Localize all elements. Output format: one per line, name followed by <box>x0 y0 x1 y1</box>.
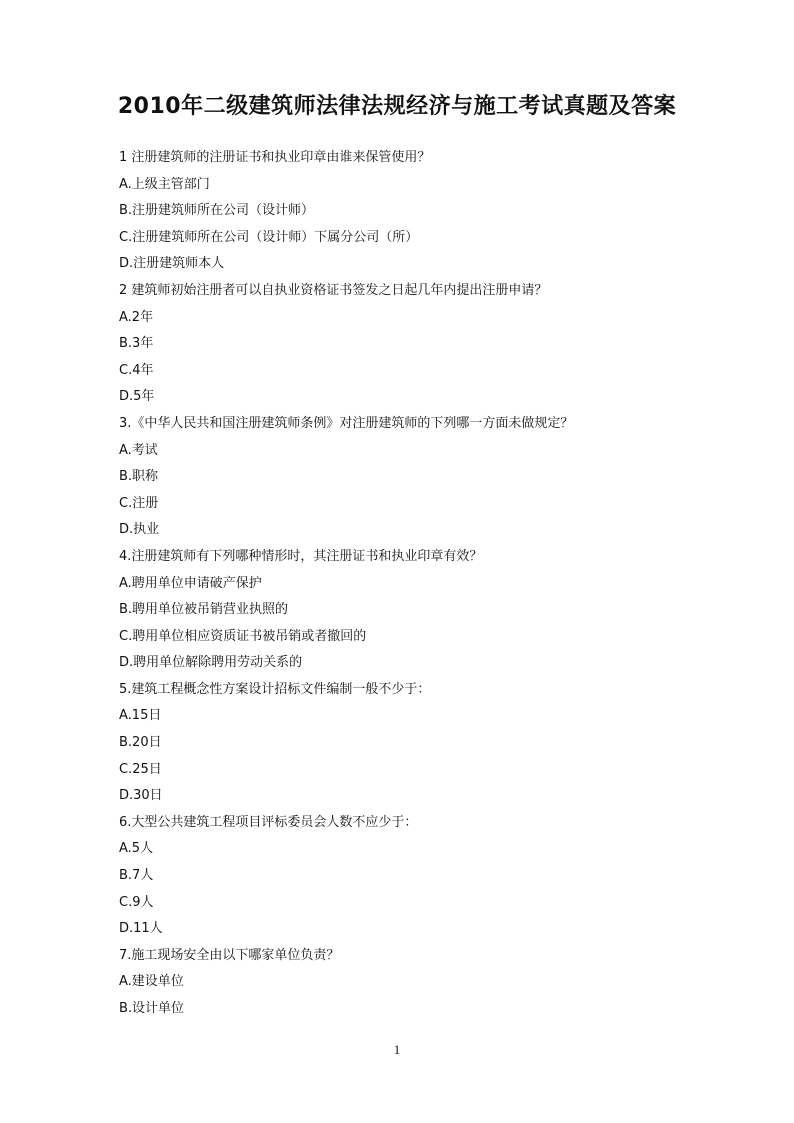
answer-option: B.注册建筑师所在公司（设计师） <box>119 203 315 219</box>
answer-option: A.建设单位 <box>119 974 184 990</box>
answer-option: A.上级主管部门 <box>119 176 210 192</box>
answer-option: D.5年 <box>119 389 155 405</box>
answer-option: C.4年 <box>119 362 154 378</box>
question-text: 4.注册建筑师有下列哪种情形时，其注册证书和执业印章有效？ <box>119 548 483 564</box>
document-title: 2010年二级建筑师法律法规经济与施工考试真题及答案 <box>117 94 677 119</box>
answer-option: B.20日 <box>119 735 162 751</box>
answer-option: B.3年 <box>119 336 154 352</box>
answer-option: D.11人 <box>119 921 163 937</box>
answer-option: C.注册 <box>119 495 159 511</box>
answer-option: C.聘用单位相应资质证书被吊销或者撤回的 <box>119 628 367 644</box>
answer-option: B.职称 <box>119 469 159 485</box>
answer-option: C.注册建筑师所在公司（设计师）下属分公司（所） <box>119 229 419 245</box>
answer-option: A.2年 <box>119 309 154 325</box>
question-text: 1 注册建筑师的注册证书和执业印章由谁来保管使用？ <box>119 150 431 165</box>
question-text: 5.建筑工程概念性方案设计招标文件编制一般不少于： <box>119 681 431 697</box>
answer-option: D.执业 <box>119 522 160 538</box>
question-list <box>119 145 719 1023</box>
answer-option: D.注册建筑师本人 <box>119 256 225 272</box>
answer-option: B.设计单位 <box>119 1001 185 1016</box>
question-text: 6.大型公共建筑工程项目评标委员会人数不应少于： <box>119 814 418 830</box>
page-number: 1 <box>393 1042 401 1057</box>
question-text: 3.《中华人民共和国注册建筑师条例》对注册建筑师的下列哪一方面未做规定？ <box>119 415 574 431</box>
answer-option: C.9人 <box>119 894 154 910</box>
answer-option: D.聘用单位解除聘用劳动关系的 <box>119 655 303 671</box>
answer-option: D.30日 <box>119 788 163 804</box>
answer-option: A.考试 <box>119 442 158 458</box>
answer-option: C.25日 <box>119 761 162 777</box>
answer-option: A.5人 <box>119 841 154 857</box>
answer-option: B.7人 <box>119 868 154 884</box>
answer-option: B.聘用单位被吊销营业执照的 <box>119 602 289 618</box>
answer-option: A.聘用单位申请破产保护 <box>119 575 262 591</box>
question-text: 7.施工现场安全由以下哪家单位负责？ <box>119 947 340 963</box>
answer-option: A.15日 <box>119 708 162 724</box>
question-text: 2 建筑师初始注册者可以自执业资格证书签发之日起几年内提出注册申请？ <box>119 282 548 298</box>
